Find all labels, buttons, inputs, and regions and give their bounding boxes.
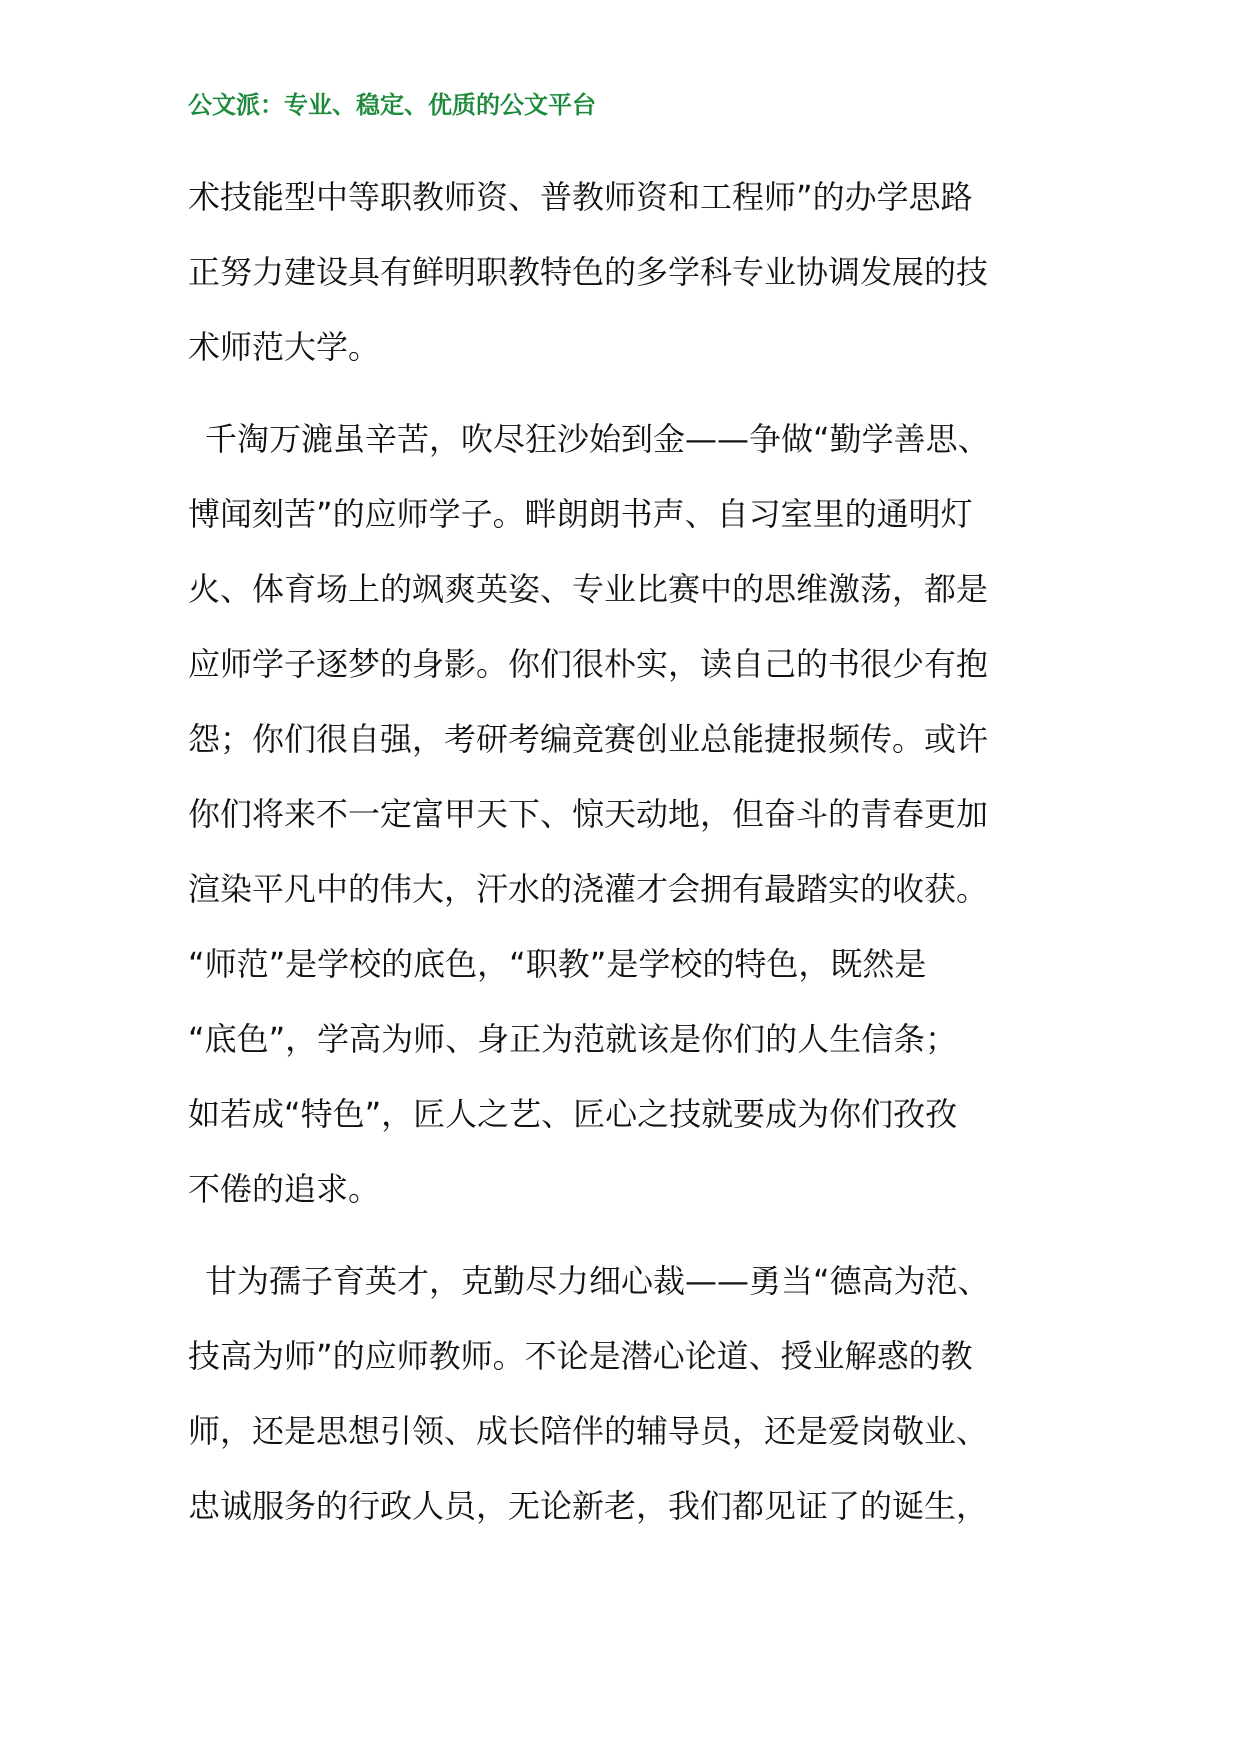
text-line: 如若成“特色”，匠人之艺、匠心之技就要成为你们孜孜 [188, 1095, 958, 1133]
text-line: 技高为师”的应师教师。不论是潜心论道、授业解惑的教 [188, 1337, 973, 1375]
text-line: 博闻刻苦”的应师学子。畔朗朗书声、自习室里的通明灯 [188, 495, 973, 533]
text-line: “底色”，学高为师、身正为范就该是你们的人生信条； [188, 1020, 958, 1058]
text-line: 火、体育场上的飒爽英姿、专业比赛中的思维激荡，都是 [188, 570, 989, 608]
paragraph [188, 1244, 1068, 1544]
text-line: 千淘万漉虽辛苦，吹尽狂沙始到金——争做“勤学善思、 [205, 420, 990, 458]
text-line: 术技能型中等职教师资、普教师资和工程师”的办学思路 [188, 178, 973, 216]
text-line: 甘为孺子育英才，克勤尽力细心裁——勇当“德高为范、 [205, 1262, 990, 1300]
text-line: 你们将来不一定富甲天下、惊天动地，但奋斗的青春更加 [188, 795, 989, 833]
text-line: 正努力建设具有鲜明职教特色的多学科专业协调发展的技 [188, 253, 989, 291]
paragraph [188, 160, 1068, 385]
page-header: 公文派：专业、稳定、优质的公文平台 [188, 91, 596, 119]
document-body [188, 160, 1068, 1544]
text-line: 忠诚服务的行政人员，无论新老，我们都见证了的诞生， [188, 1487, 989, 1525]
text-line: 师，还是思想引领、成长陪伴的辅导员，还是爱岗敬业、 [188, 1412, 989, 1450]
text-line: “师范”是学校的底色，“职教”是学校的特色，既然是 [188, 945, 927, 983]
text-line: 渲染平凡中的伟大，汗水的浇灌才会拥有最踏实的收获。 [188, 870, 989, 908]
text-line: 不倦的追求。 [188, 1170, 381, 1208]
text-line: 应师学子逐梦的身影。你们很朴实，读自己的书很少有抱 [188, 645, 989, 683]
paragraph [188, 402, 1068, 1227]
text-line: 术师范大学。 [188, 328, 381, 366]
text-line: 怨；你们很自强，考研考编竞赛创业总能捷报频传。或许 [188, 720, 989, 758]
